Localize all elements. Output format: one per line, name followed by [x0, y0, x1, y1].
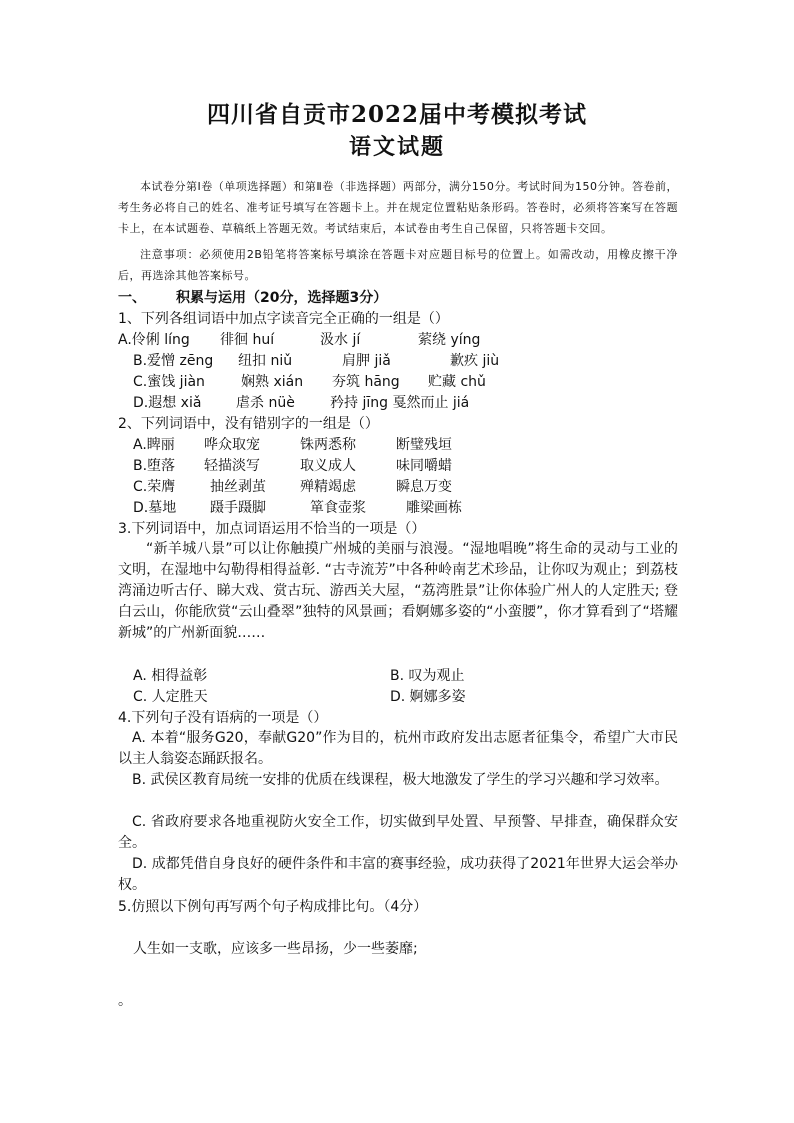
q1-option: 徘徊 huí: [220, 332, 275, 348]
q3-option: C. 人定胜天: [133, 689, 208, 705]
q2-option: 雕梁画栋: [406, 500, 462, 516]
q2-option: 铢两悉称: [300, 437, 356, 453]
q1-option: 纽扣 niǔ: [238, 353, 293, 369]
q1-option: 矜持 jīng 戛然而止 jiá: [330, 395, 470, 411]
q2-option: 轻描淡写: [204, 458, 260, 474]
q2-option: 味同嚼蜡: [396, 458, 452, 474]
q1-option: D.遐想 xiǎ: [133, 395, 202, 411]
exam-subtitle: 语文试题: [348, 134, 445, 160]
q1-stem: 1、下列各组词语中加点字读音完全正确的一组是（）: [118, 311, 449, 327]
q5-end-mark: 。: [118, 993, 132, 1009]
q5-stem: 5.仿照以下例句再写两个句子构成排比句。（4分）: [118, 899, 428, 915]
intro-paragraph: 本试卷分第Ⅰ卷（单项选择题）和第Ⅱ卷（非选择题）两部分，满分150分。考试时间为150分钟。答卷前，考生务必将自己的姓名、准考证号填写在答题卡上。并在规定位置粘贴条形码。答卷时，必须将答案写在答题卡上，在本试题卷、草稿纸上答题无效。考试结束后，本试卷由考生自己保留，只将答题卡交回。: [118, 180, 678, 235]
q4-option: D. 成都凭借自身良好的硬件条件和丰富的赛事经验，成功获得了2021年世界大运会举办权。: [118, 856, 678, 893]
q2-option: 瞬息万变: [396, 479, 452, 495]
section-number: 一、: [118, 290, 146, 306]
q3-option: B. 叹为观止: [390, 668, 465, 684]
q1-option: 贮藏 chǔ: [428, 374, 486, 390]
q3-option: A. 相得益彰: [133, 668, 208, 684]
q4-option: C. 省政府要求各地重视防火安全工作，切实做到早处置、早预警、早排查，确保群众安全。: [118, 814, 678, 851]
q1-option: 夯筑 hāng: [332, 374, 400, 390]
q2-option: A.睥丽: [133, 437, 175, 453]
q1-option: 娴熟 xián: [241, 374, 304, 390]
notice-paragraph: 注意事项：必须使用2B铅笔将答案标号填涂在答题卡对应题目标号的位置上。如需改动，用橡皮擦干净后，再选涂其他答案标号。: [118, 248, 678, 282]
q1-option: 歉疚 jiù: [450, 353, 500, 369]
q2-option: 断璧残垣: [396, 437, 452, 453]
q4-option: B. 武侯区教育局统一安排的优质在线课程，极大地激发了学生的学习兴趣和学习效率。: [132, 772, 669, 788]
q2-option: B.堕落: [133, 458, 176, 474]
q2-option: D.墓地: [133, 500, 177, 516]
q4-stem: 4.下列句子没有语病的一项是（）: [118, 710, 328, 726]
q2-option: C.荣膺: [133, 479, 176, 495]
q1-option: 汲水 jí: [320, 332, 361, 348]
q2-option: 箪食壶浆: [310, 500, 366, 516]
q1-option: 虐杀 nüè: [236, 395, 295, 411]
exam-title: 四川省自贡市2022届中考模拟考试: [206, 101, 587, 128]
q2-option: 取义成人: [300, 458, 356, 474]
section-heading: [118, 287, 387, 307]
q2-option: 哗众取宠: [204, 437, 260, 453]
q2-option: 抽丝剥茧: [210, 479, 266, 495]
q3-passage: “新羊城八景”可以让你触摸广州城的美丽与浪漫。“湿地唱晚”将生命的灵动与工业的文明，在湿地中勾勒得相得益彰. “古寺流芳”中各种岭南艺术珍品，让你叹为观止；到荔枝湾涌边听古仔、睇大戏、赏古玩、游西关大屋，“荔湾胜景”让你体验广州人的人定胜天; 登白云山，你能欣赏“云山叠翠”独特的风景画；看婀娜多姿的“小蛮腰”，你才算看到了“塔耀新城”的广州新面貌……: [118, 541, 678, 641]
q1-option: 萦绕 yí​ng: [418, 332, 481, 348]
section-title: 积累与运用（20分，选择题3分）: [176, 290, 388, 306]
q1-option: 肩胛 jiǎ: [342, 353, 391, 369]
q3-stem: 3.下列词语中，加点词语运用不恰当的一项是（）: [118, 521, 426, 537]
q1-option: B.爱憎 zēng: [133, 353, 214, 369]
q2-option: 蹑手蹑脚: [210, 500, 266, 516]
q2-stem: 2、下列词语中，没有错别字的一组是（）: [118, 416, 379, 432]
q4-option: A. 本着“服务G20，奉献G20”作为目的，杭州市政府发出志愿者征集令，希望广大市民以主人翁姿态踊跃报名。: [118, 730, 678, 767]
q5-example: 人生如一支歌，应该多一些昂扬，少一些萎靡;: [133, 941, 418, 957]
q1-option: C.蜜饯 jiàn: [133, 374, 205, 390]
q3-option: D. 婀娜多姿: [390, 689, 466, 705]
q2-option: 殚精竭虑: [300, 479, 356, 495]
q1-option: A.伶俐 lí​ng: [118, 332, 190, 348]
